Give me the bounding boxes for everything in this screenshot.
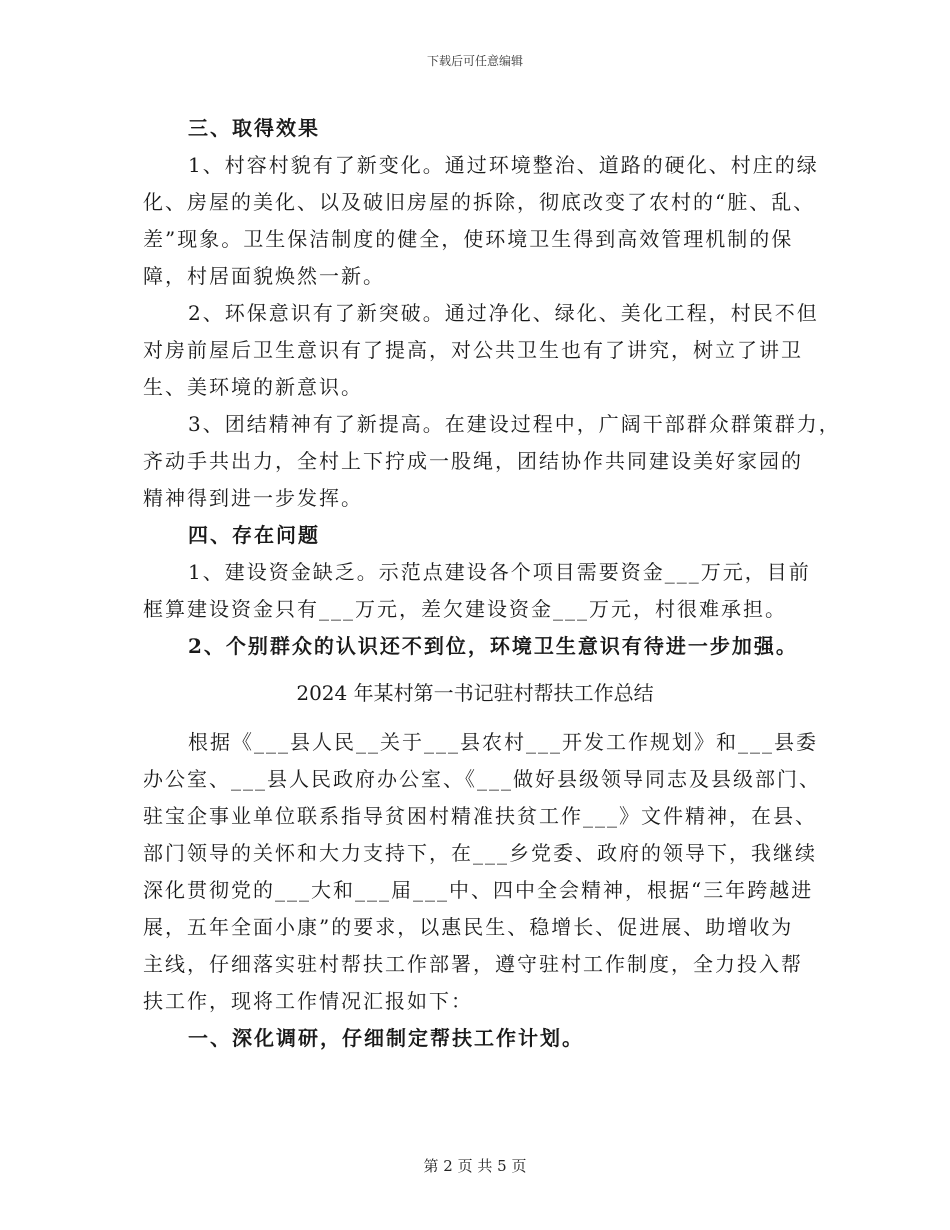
paragraph-line: 精神得到进一步发挥。: [143, 486, 363, 510]
paragraph-line: 展，五年全面小康”的要求，以惠民生、稳增长、促进展、助增收为: [143, 915, 794, 939]
paragraph-line: 化、房屋的美化、以及破旧房屋的拆除，彻底改变了农村的“脏、乱、: [143, 190, 816, 214]
paragraph-line: 2、环保意识有了新突破。通过净化、绿化、美化工程，村民不但: [188, 301, 819, 325]
paragraph-line: 办公室、___县人民政府办公室、《___做好县级领导同志及县级部门、: [143, 767, 821, 791]
paragraph-line: 扶工作，现将工作情况汇报如下：: [143, 989, 473, 1013]
paragraph-line: 对房前屋后卫生意识有了提高，对公共卫生也有了讲究，树立了讲卫: [143, 338, 803, 362]
page-footer: 第 2 页 共 5 页: [423, 1157, 527, 1175]
paragraph-line: 主线，仔细落实驻村帮扶工作部署，遵守驻村工作制度，全力投入帮: [143, 952, 803, 976]
paragraph-line-bold: 2、个别群众的认识还不到位，环境卫生意识有待进一步加强。: [188, 634, 798, 658]
paragraph-line: 驻宝企事业单位联系指导贫困村精准扶贫工作___》文件精神，在县、: [143, 804, 817, 828]
paragraph-line: 障，村居面貌焕然一新。: [143, 264, 385, 288]
paragraph-line: 深化贯彻党的___大和___届___中、四中全会精神，根据“三年跨越进: [143, 878, 814, 902]
paragraph-line: 部门领导的关怀和大力支持下，在___乡党委、政府的领导下，我继续: [143, 841, 817, 865]
paragraph-line: 1、建设资金缺乏。示范点建设各个项目需要资金___万元，目前: [188, 560, 811, 584]
article-title: 2024 年某村第一书记驻村帮扶工作总结: [296, 681, 654, 705]
section-heading: 四、存在问题: [188, 523, 320, 547]
paragraph-line: 齐动手共出力，全村上下拧成一股绳，团结协作共同建设美好家园的: [143, 449, 803, 473]
paragraph-line: 1、村容村貌有了新变化。通过环境整治、道路的硬化、村庄的绿: [188, 153, 819, 177]
section-heading: 三、取得效果: [188, 116, 320, 140]
section-heading: 一、深化调研，仔细制定帮扶工作计划。: [188, 1026, 584, 1050]
paragraph-line: 框算建设资金只有___万元，差欠建设资金___万元，村很难承担。: [143, 597, 787, 621]
paragraph-line: 差”现象。卫生保洁制度的健全，使环境卫生得到高效管理机制的保: [143, 227, 794, 251]
paragraph-line: 生、美环境的新意识。: [143, 375, 363, 399]
paragraph-line: 根据《___县人民__关于___县农村___开发工作规划》和___县委: [188, 730, 818, 754]
paragraph-line: 3、团结精神有了新提高。在建设过程中，广阔干部群众群策群力，: [188, 412, 841, 436]
page-header: 下载后可任意编辑: [426, 54, 523, 68]
